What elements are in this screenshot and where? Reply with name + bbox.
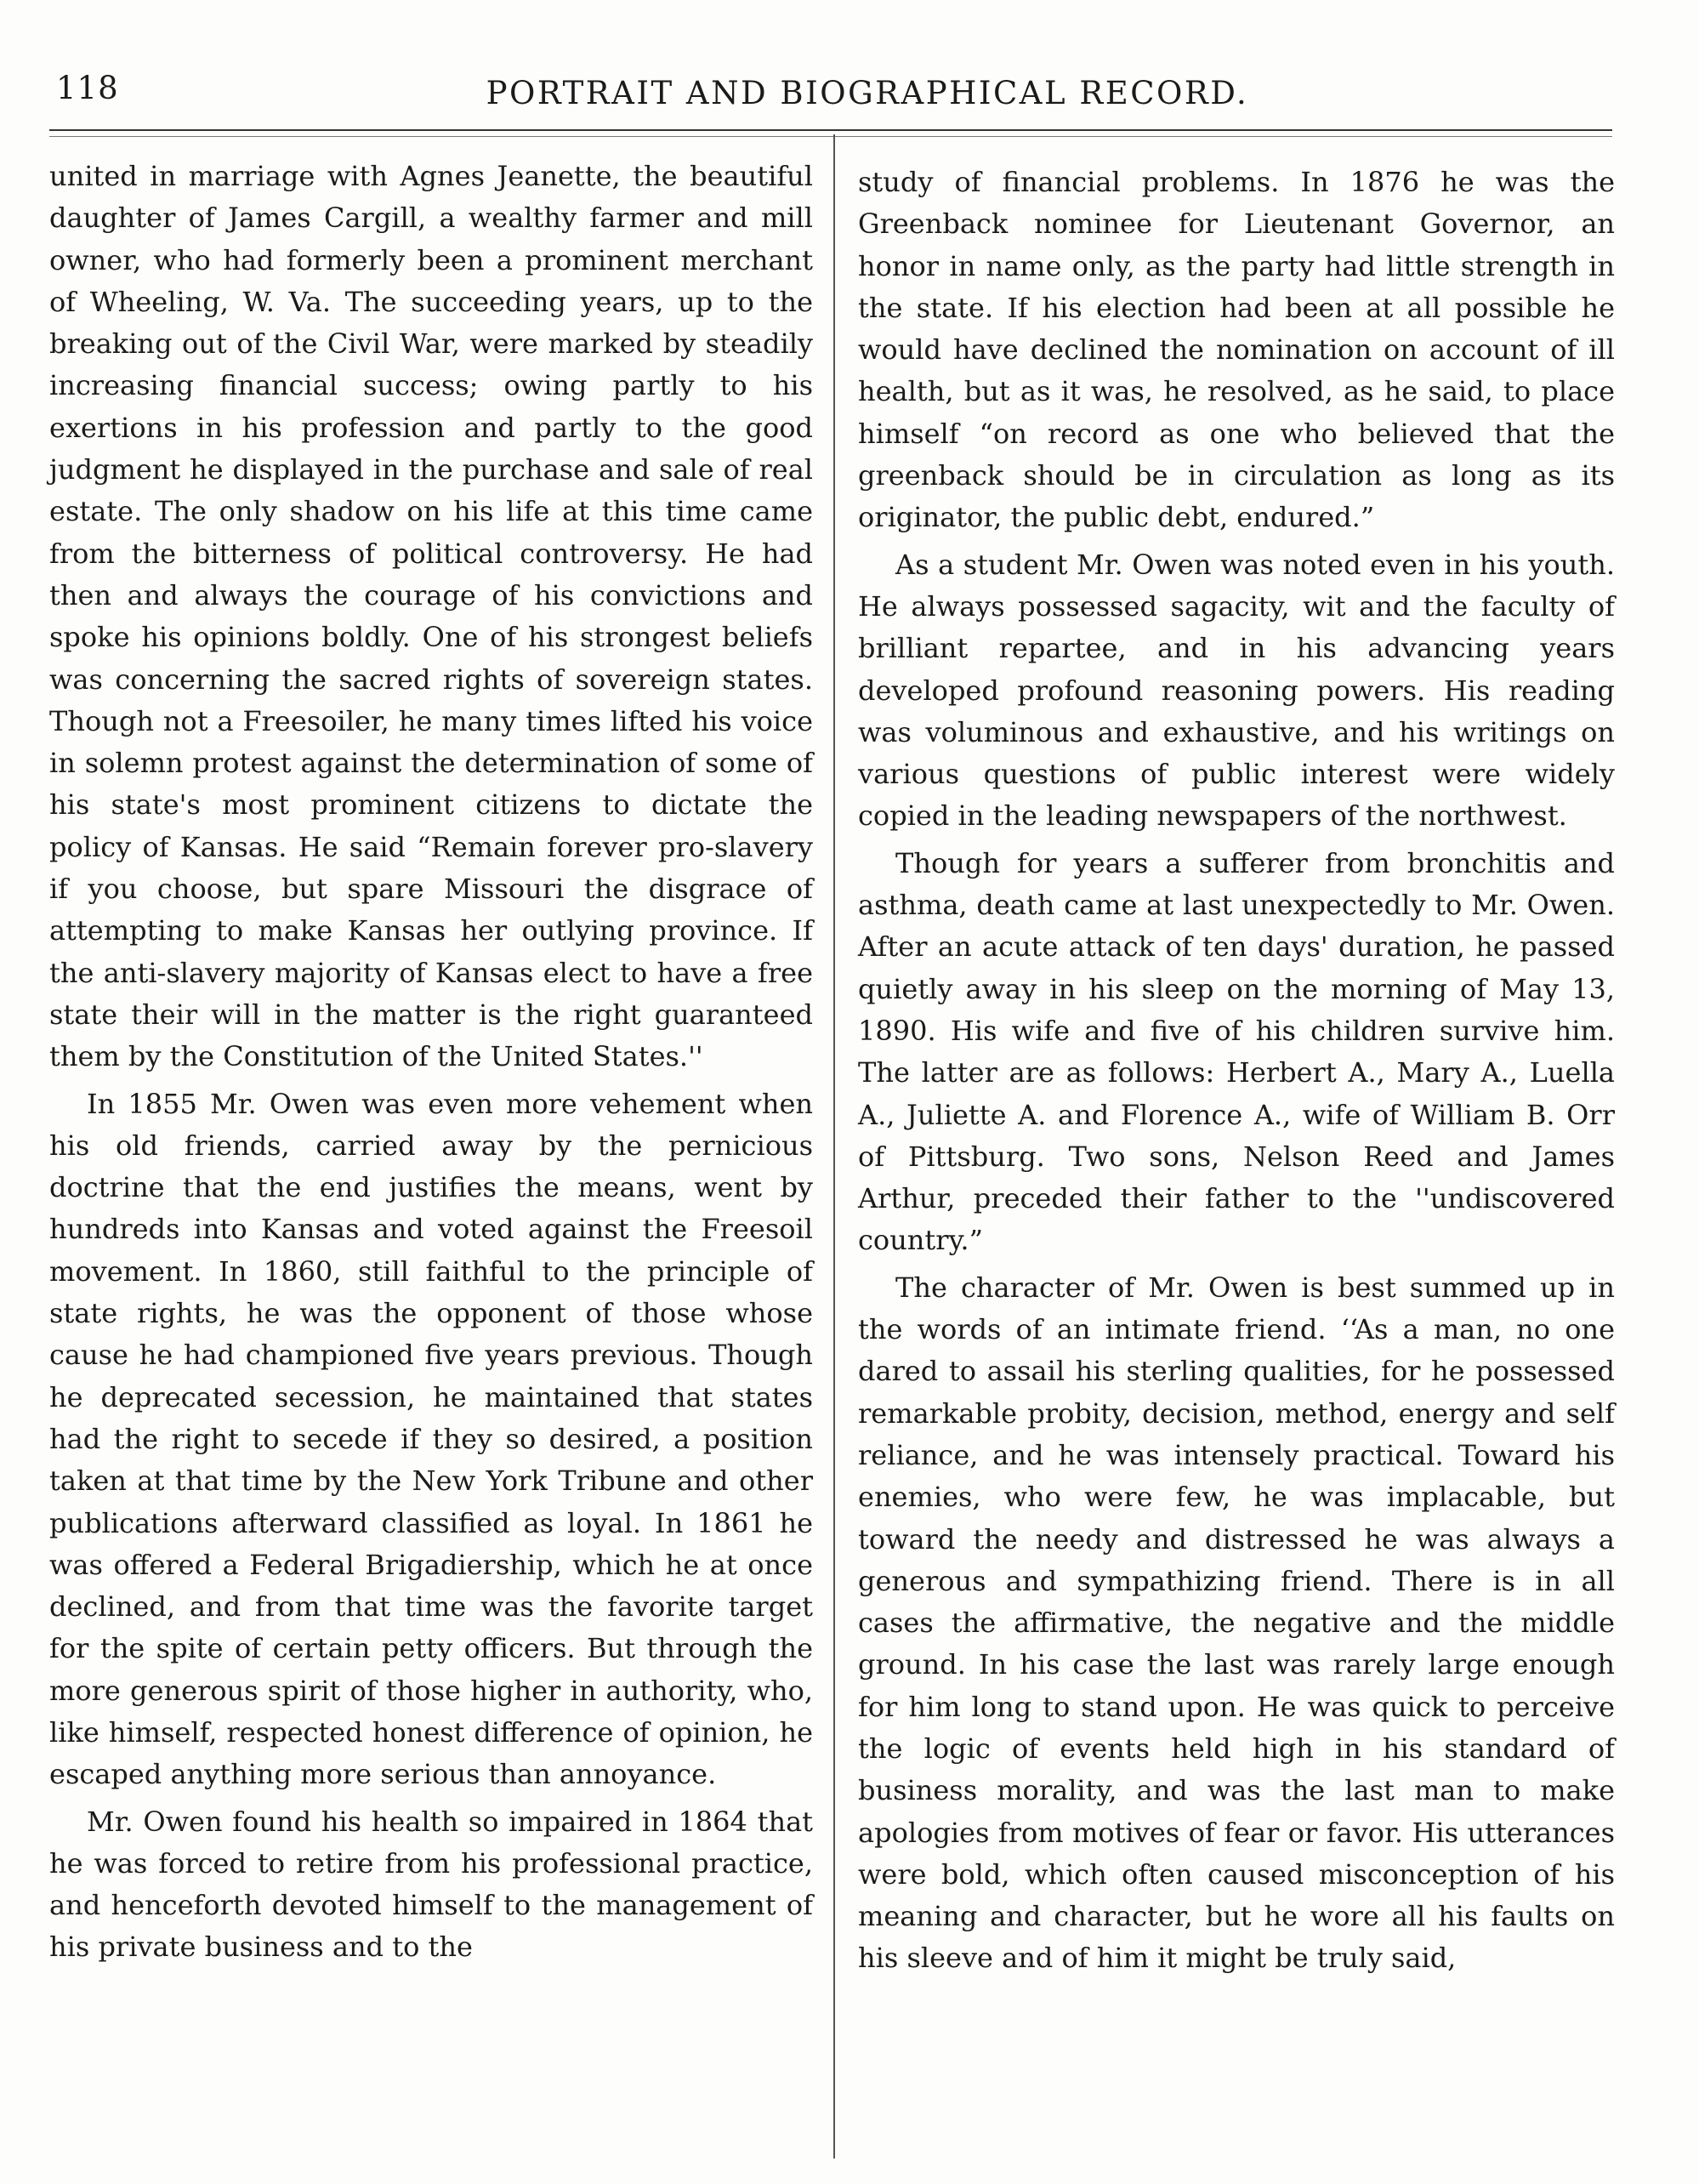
column-divider <box>833 134 835 2158</box>
page-number: 118 <box>56 70 119 106</box>
paragraph: study of financial problems. In 1876 he was the Greenback nominee for Lieutenant Governor, an honor in name only, as the party had little strength in the state. If his election had been at all possible he would have declined the nomination on account of ill health, but as it was, he resolved, as he said, to place himself “on record as one who believed that the greenback should be in circulation as long as its originator, the public debt, endured.” <box>858 166 1615 534</box>
left-column <box>49 156 813 1969</box>
paragraph: In 1855 Mr. Owen was even more vehement when his old friends, carried away by the pernicious doctrine that the end justifies the means, went by hundreds into Kansas and voted against the Freesoil movement. In 1860, still faithful to the principle of state rights, he was the opponent of those whose cause he had championed five years previous. Though he deprecated secession, he maintained that states had the right to secede if they so desired, a position taken at that time by the New York Tribune and other publications afterward classified as loyal. In 1861 he was offered a Federal Brigadiership, which he at once declined, and from that time was the favorite target for the spite of certain petty officers. But through the more generous spirit of those higher in authority, who, like himself, respected honest difference of opinion, he escaped anything more serious than annoyance. <box>49 1087 813 1791</box>
paragraph: As a student Mr. Owen was noted even in his youth. He always possessed sagacity, wit and the faculty of brilliant repartee, and in his advancing years developed profound reasoning powers. His reading was voluminous and exhaustive, and his writings on various questions of public interest were widely copied in the leading newspapers of the northwest. <box>858 548 1615 833</box>
header-rule-thin <box>49 136 1612 137</box>
paragraph: united in marriage with Agnes Jeanette, the beautiful daughter of James Cargill, a wealthy farmer and mill owner, who had formerly been a prominent merchant of Wheeling, W. Va. The succeeding years, up to the breaking out of the Civil War, were marked by steadily increasing financial success; owing partly to his exertions in his profession and partly to the good judgment he displayed in the purchase and sale of real estate. The only shadow on his life at this time came from the bitterness of political controversy. He had then and always the courage of his convictions and spoke his opinions boldly. One of his strongest beliefs was concerning the sacred rights of sovereign states. Though not a Freesoiler, he many times lifted his voice in solemn protest against the determination of some of his state's most prominent citizens to dictate the policy of Kansas. He said “Remain forever pro-slavery if you choose, but spare Missouri the disgrace of attempting to make Kansas her outlying province. If the anti-slavery majority of Kansas elect to have a free state their will in the matter is the right guaranteed them by the Constitution of the United States.'' <box>49 160 813 1073</box>
running-title: PORTRAIT AND BIOGRAPHICAL RECORD. <box>486 75 1249 111</box>
paragraph: Though for years a sufferer from bronchitis and asthma, death came at last unexpectedly to Mr. Owen. After an acute attack of ten days' duration, he passed quietly away in his sleep on the morning of May 13, 1890. His wife and five of his children survive him. The latter are as follows: Herbert A., Mary A., Luella A., Juliette A. and Florence A., wife of William B. Orr of Pittsburg. Two sons, Nelson Reed and James Arthur, preceded their father to the ''undiscovered country.” <box>858 846 1615 1257</box>
paragraph: Mr. Owen found his health so impaired in 1864 that he was forced to retire from his professional practice, and henceforth devoted himself to the management of his private business and to the <box>49 1805 813 1964</box>
right-column <box>858 162 1615 1980</box>
paragraph: The character of Mr. Owen is best summed up in the words of an intimate friend. ‘‘As a man, no one dared to assail his sterling qualities, for he possessed remarkable probity, decision, method, energy and self reliance, and he was intensely practical. Toward his enemies, who were few, he was implacable, but toward the needy and distressed he was always a generous and sympathizing friend. There is in all cases the affirmative, the negative and the middle ground. In his case the last was rarely large enough for him long to stand upon. He was quick to perceive the logic of events held high in his standard of business morality, and was the last man to make apologies from motives of fear or favor. His utterances were bold, which often caused misconception of his meaning and character, but he wore all his faults on his sleeve and of him it might be truly said, <box>858 1271 1615 1975</box>
header-rule <box>49 129 1612 131</box>
